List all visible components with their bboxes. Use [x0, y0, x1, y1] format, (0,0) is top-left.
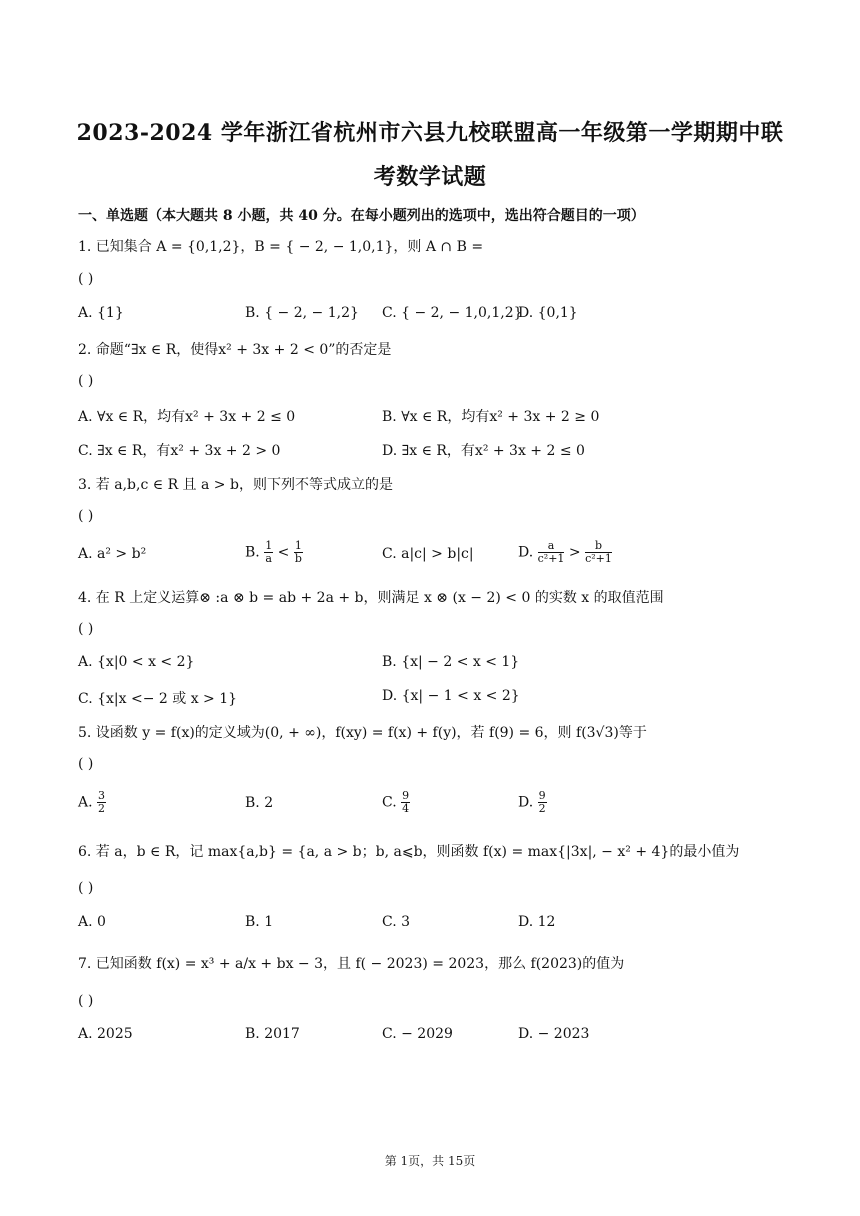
numerator: 9 — [538, 789, 546, 802]
fraction — [294, 540, 303, 565]
question-6-option-c: C. 3 — [382, 914, 411, 930]
option-label: C. — [382, 794, 397, 811]
question-6-option-a: A. 0 — [78, 914, 106, 930]
question-7-option-b: B. 2017 — [245, 1026, 300, 1042]
question-6-stem: 6. 若 a，b ∈ R，记 max{a,b} = {a, a > b；b, a⩽b，则函数 f(x) = max{|3x|, − x² + 4}的最小值为 — [78, 844, 740, 860]
answer-blank: ( ) — [78, 373, 94, 389]
denominator: 4 — [402, 802, 410, 815]
question-5-option-b: B. 2 — [245, 795, 274, 811]
page-footer: 第 1页，共 15页 — [384, 1154, 476, 1168]
numerator: 1 — [265, 539, 273, 552]
question-4-option-b: B. {x| − 2 < x < 1} — [382, 654, 520, 670]
question-3-option-d: D. $\frac{a}{\text{c²+1}}$ > $\frac{b}{\text{c²+1}}$ — [518, 539, 612, 565]
numerator: b — [585, 540, 612, 553]
question-3-stem: 3. 若 a,b,c ∈ R 且 a > b，则下列不等式成立的是 — [78, 477, 393, 493]
denominator: 2 — [98, 802, 106, 815]
question-5-option-d — [518, 790, 547, 815]
question-5-option-a — [78, 790, 106, 815]
fraction — [538, 540, 565, 565]
option-label: A. — [78, 794, 93, 811]
denominator: c²+1 — [537, 552, 565, 565]
denominator: b — [294, 552, 302, 565]
question-5-option-c — [382, 790, 410, 815]
question-1-option-b: B. { − 2, − 1,2} — [245, 305, 359, 321]
denominator: 2 — [538, 802, 546, 815]
denominator: a — [265, 552, 272, 565]
question-1-option-a: A. {1} — [78, 305, 124, 321]
question-1-option-d: D. {0,1} — [518, 305, 578, 321]
numerator: 9 — [402, 789, 410, 802]
question-7-stem: 7. 已知函数 f(x) = x³ + a/x + bx − 3，且 f( − 2023) = 2023，那么 f(2023)的值为 — [78, 956, 625, 972]
question-5-stem: 5. 设函数 y = f(x)的定义域为(0, + ∞)，f(xy) = f(x) + f(y)，若 f(9) = 6，则 f(3√3)等于 — [78, 725, 647, 741]
question-3-option-b: B. $\frac{1}{a}$ < $\frac{1}{b}$ — [245, 539, 302, 565]
question-4-option-c: C. {x|x <− 2 或 x > 1} — [78, 691, 238, 707]
denominator: c²+1 — [585, 552, 612, 565]
question-4-option-a: A. {x|0 < x < 2} — [78, 654, 195, 670]
answer-blank: ( ) — [78, 271, 94, 287]
numerator: 3 — [98, 789, 106, 802]
question-3-option-c: C. a|c| > b|c| — [382, 546, 474, 562]
question-2-option-c: C. ∃x ∈ R，有x² + 3x + 2 > 0 — [78, 443, 281, 459]
section-heading: 一、单选题（本大题共 8 小题，共 40 分。在每小题列出的选项中，选出符合题目的一项） — [78, 208, 645, 224]
page-title-line2: 考数学试题 — [373, 164, 487, 190]
question-4-option-d: D. {x| − 1 < x < 2} — [382, 688, 520, 704]
question-2-stem: 2. 命题“∃x ∈ R，使得x² + 3x + 2 < 0”的否定是 — [78, 342, 392, 358]
fraction — [538, 790, 547, 815]
question-2-option-a: A. ∀x ∈ R，均有x² + 3x + 2 ≤ 0 — [78, 409, 296, 425]
question-3-option-a: A. a² > b² — [78, 546, 147, 562]
answer-blank: ( ) — [78, 993, 94, 1009]
option-label: D. — [518, 544, 534, 561]
answer-blank: ( ) — [78, 756, 94, 772]
fraction — [264, 540, 273, 565]
question-1-stem: 1. 已知集合 A = {0,1,2}，B = { − 2, − 1,0,1}，则 A ∩ B = — [78, 239, 484, 255]
question-4-stem: 4. 在 R 上定义运算⊗ :a ⊗ b = ab + 2a + b，则满足 x ⊗ (x − 2) < 0 的实数 x 的取值范围 — [78, 590, 664, 606]
answer-blank: ( ) — [78, 621, 94, 637]
fraction — [97, 790, 106, 815]
question-2-option-b: B. ∀x ∈ R，均有x² + 3x + 2 ≥ 0 — [382, 409, 600, 425]
question-7-option-d: D. − 2023 — [518, 1026, 590, 1042]
question-6-option-d: D. 12 — [518, 914, 556, 930]
question-7-option-c: C. − 2029 — [382, 1026, 453, 1042]
fraction — [401, 790, 410, 815]
answer-blank: ( ) — [78, 508, 94, 524]
option-label: D. — [518, 794, 534, 811]
question-2-option-d: D. ∃x ∈ R，有x² + 3x + 2 ≤ 0 — [382, 443, 585, 459]
question-1-option-c: C. { − 2, − 1,0,1,2} — [382, 305, 523, 321]
answer-blank: ( ) — [78, 880, 94, 896]
numerator: a — [538, 540, 565, 553]
question-6-option-b: B. 1 — [245, 914, 274, 930]
fraction — [585, 540, 612, 565]
option-label: B. — [245, 544, 260, 561]
numerator: 1 — [294, 539, 302, 552]
page-title-line1: 2023-2024 学年浙江省杭州市六县九校联盟高一年级第一学期期中联 — [76, 120, 784, 146]
question-7-option-a: A. 2025 — [78, 1026, 133, 1042]
